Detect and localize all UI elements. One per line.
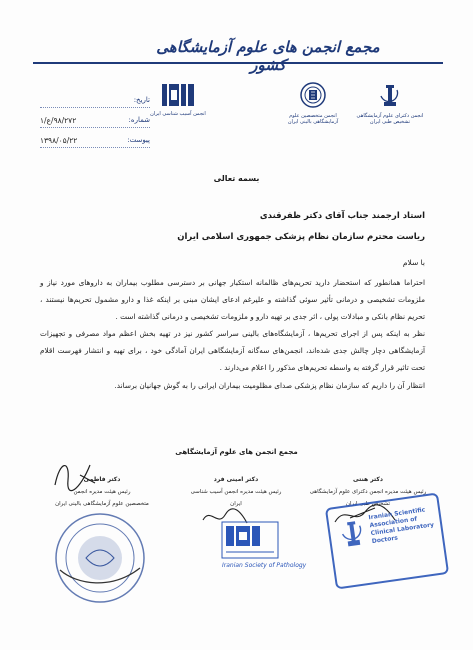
date-label: تاریخ: xyxy=(133,96,150,104)
signer-left-org: متخصصین علوم آزمایشگاهی بالینی ایران xyxy=(55,501,149,507)
stamp-flask-icon xyxy=(337,517,369,551)
paragraph-3: انتظار آن را داریم که سازمان نظام پزشکی صدای مظلومیت بیماران ایرانی را به گوش جهانیان برساند. xyxy=(114,380,425,390)
number-label: شماره: xyxy=(128,116,150,124)
paragraph-1: احتراما همانطور که استحضار دارید تحریم‌های ظالمانه استکبار جهانی بر دسترسی مطلوب بیماران به داروهای مورد نیاز و ملزومات تشخیصی و درمانی تأثیر سوئی گذاشته و علیرغم ادعای ایشان مبنی بر اینکه غذا و دارو مشمول تحریم‌ها نیستند ، تحریم نظام بانکی و مبادلات پولی ، اثر جدی بر تهیه دارو و ملزومات تشخیصی و درمانی گذاشته است . xyxy=(40,278,425,321)
clinical-laboratory-society-logo-icon xyxy=(298,82,328,110)
pathology-logo xyxy=(143,82,213,117)
header-title: مجمع انجمن های علوم آزمایشگاهی کشور xyxy=(156,38,380,74)
laboratory-doctors-logo xyxy=(355,82,425,125)
signer-right-org: تشخیص طبی ایران xyxy=(345,501,391,507)
stamp-caption: Iranian Scientific Association of Clinical Laboratory Doctors xyxy=(368,506,435,546)
date-row xyxy=(40,96,150,108)
header-divider xyxy=(33,62,443,64)
bismillah: بسمه تعالی xyxy=(213,174,260,183)
laboratory-doctors-stamp xyxy=(325,492,449,589)
attachment-label: پیوست: xyxy=(127,136,150,144)
signer-right-name: دکتر هنتی xyxy=(353,476,383,483)
signer-middle-org: ایران xyxy=(230,501,242,507)
attachment-row xyxy=(40,136,150,148)
signer-right-title: رئیس هیئت مدیره انجمن دکترای علوم آزمایشگاهی xyxy=(309,489,427,495)
number-row xyxy=(40,116,150,128)
signature-scribble-left xyxy=(50,455,100,495)
signer-left-title: رئیس هیئت مدیره انجمن xyxy=(73,489,131,495)
signer-middle-name: دکتر امینی فرد xyxy=(213,476,259,483)
letter-meta xyxy=(40,96,150,156)
pathology-logo-icon xyxy=(161,82,195,108)
signatures-heading: مجمع انجمن های علوم آزمایشگاهی xyxy=(175,448,298,456)
signer-left-name: دکتر فاطمی xyxy=(83,476,121,483)
pathology-logo-caption: انجمن آسیب شناسی ایران xyxy=(150,111,206,117)
pathology-stamp-text: Iranian Society of Pathology xyxy=(222,562,307,569)
paragraph-2: نظر به اینکه پس از اجرای تحریم‌ها ، آزمایشگاه‌های بالینی سراسر کشور نیز در تهیه بخش اعظم مواد مصرفی و تجهیزات آزمایشگاهی دچار چالش جدی شده‌اند، انجمن‌های سه‌گانه آزمایشگاهی ایران آمادگی خود ، برای تهیه و انتشار فهرست اقلام تحت تاثیر قرار گرفته به واسطه تحریم‌های مذکور را اعلام می‌دارند . xyxy=(40,329,425,372)
number-value: ۹۸/۲۷۲/ع/۱ xyxy=(40,116,77,125)
recipient xyxy=(45,206,425,248)
left-round-seal-stamp xyxy=(52,510,148,606)
greeting: با سلام xyxy=(402,258,425,267)
laboratory-doctors-logo-icon xyxy=(375,82,405,110)
attachment-value: ۱۳۹۸/۰۵/۲۲ xyxy=(40,136,78,145)
clinical-laboratory-logo xyxy=(278,82,348,125)
signer-middle-title: رئیس هیئت مدیره انجمن آسیب شناسی xyxy=(190,489,282,495)
laboratory-doctors-logo-caption: انجمن دکترای علوم آزمایشگاهی تشخیص طبی ایران xyxy=(356,113,424,125)
letter-body xyxy=(40,275,425,396)
recipient-line-2: ریاست محترم سازمان نظام پزشکی جمهوری اسلامی ایران xyxy=(177,232,425,242)
clinical-laboratory-logo-caption: انجمن متخصصین علوم آزمایشگاهی بالینی ایران xyxy=(287,113,339,125)
pathology-stamp xyxy=(220,520,280,560)
recipient-line-1: استاد ارجمند جناب آقای دکتر ظفرقندی xyxy=(259,211,425,221)
